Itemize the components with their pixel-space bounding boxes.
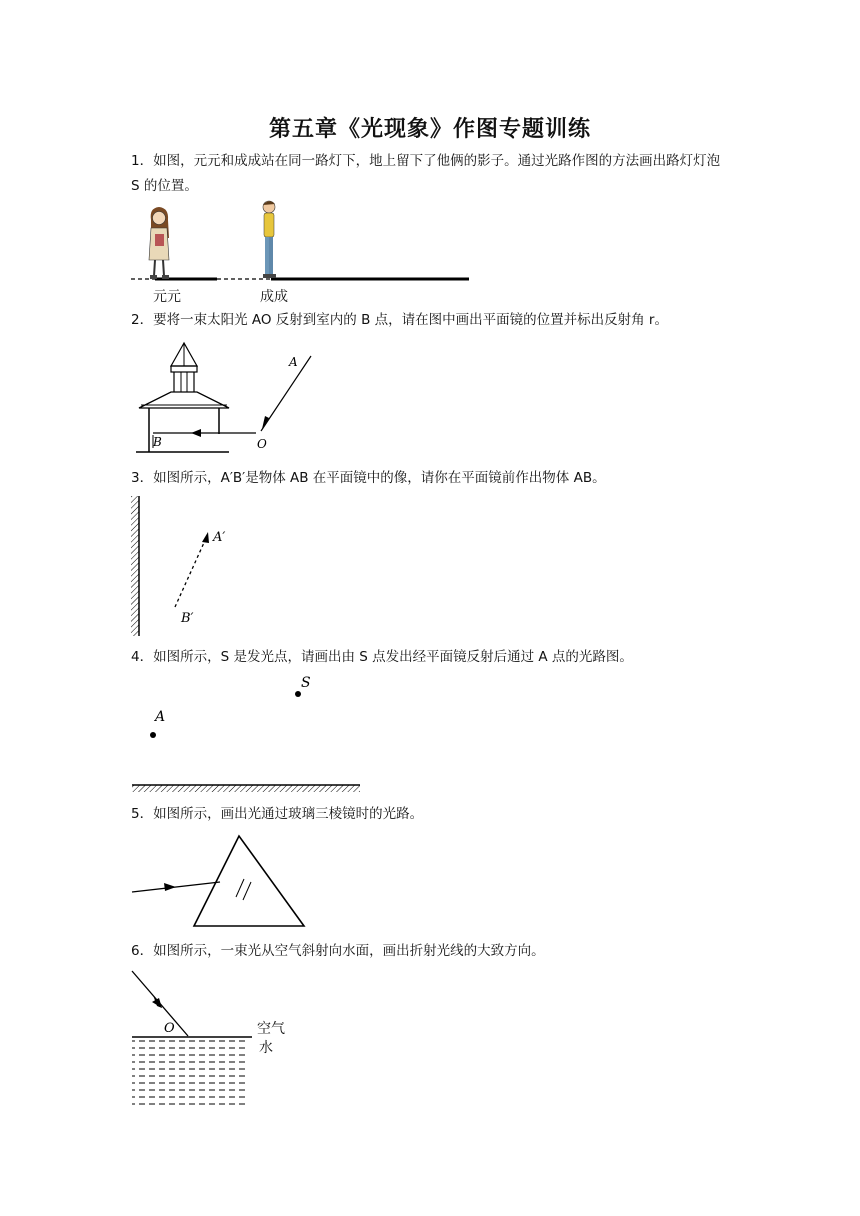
point-a xyxy=(150,732,156,738)
figure-1-streetlight-shadows xyxy=(131,198,476,304)
question-text: 如图所示，S 是发光点，请画出由 S 点发出经平面镜反射后通过 A 点的光路图。 xyxy=(153,649,633,665)
label-air: 空气 xyxy=(257,1021,285,1037)
label-o: O xyxy=(257,437,267,451)
point-s xyxy=(295,691,301,697)
question-1 xyxy=(131,149,731,199)
girl-figure xyxy=(149,207,169,279)
label-water: 水 xyxy=(259,1040,273,1056)
question-6 xyxy=(131,939,731,964)
question-4 xyxy=(131,645,731,670)
question-5 xyxy=(131,802,731,827)
label-chengcheng: 成成 xyxy=(260,289,288,305)
figure-4-mirror-light-source xyxy=(128,672,368,798)
label-yuanyuan: 元元 xyxy=(153,289,181,305)
figure-6-refraction xyxy=(128,968,298,1113)
question-3 xyxy=(131,466,731,491)
label-b: B xyxy=(153,435,162,449)
label-b-prime: B′ xyxy=(181,611,194,626)
question-2 xyxy=(131,308,731,333)
label-o: O xyxy=(164,1021,175,1036)
label-a-prime: A′ xyxy=(213,530,226,545)
question-number: 4． xyxy=(131,649,154,665)
question-number: 6． xyxy=(131,943,154,959)
question-number: 3． xyxy=(131,470,154,486)
label-s: S xyxy=(301,675,311,691)
question-text: 如图所示，A′B′是物体 AB 在平面镜中的像，请你在平面镜前作出物体 AB。 xyxy=(153,470,606,486)
question-text: 如图，元元和成成站在同一路灯下，地上留下了他俩的影子。通过光路作图的方法画出路灯灯泡 S 的位置。 xyxy=(131,153,721,194)
question-text: 要将一束太阳光 AO 反射到室内的 B 点，请在图中画出平面镜的位置并标出反射角 r。 xyxy=(153,312,668,328)
label-a: A xyxy=(289,355,298,369)
figure-5-prism xyxy=(130,832,310,932)
figure-2-house-sunlight xyxy=(131,338,331,458)
page-title: 第五章《光现象》作图专题训练 xyxy=(268,117,591,142)
question-text: 如图所示，一束光从空气斜射向水面，画出折射光线的大致方向。 xyxy=(153,943,545,959)
question-number: 5． xyxy=(131,806,154,822)
figure-3-plane-mirror-image xyxy=(128,494,258,640)
question-number: 2． xyxy=(131,312,154,328)
boy-figure xyxy=(263,201,276,278)
question-number: 1． xyxy=(131,153,154,169)
label-a: A xyxy=(155,709,166,725)
question-text: 如图所示，画出光通过玻璃三棱镜时的光路。 xyxy=(153,806,424,822)
